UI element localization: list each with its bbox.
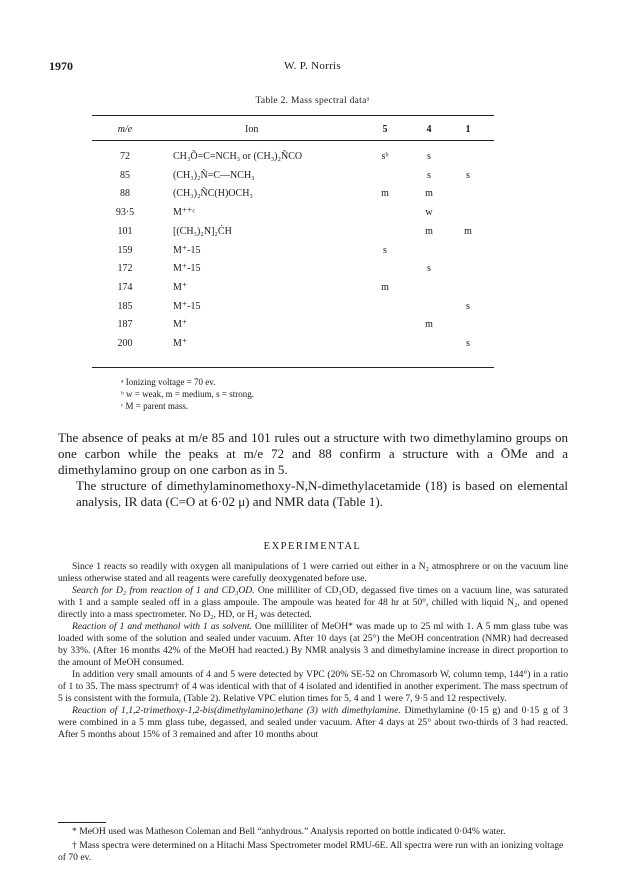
- table-cell-ion: [(CH₃)₂N]₂ĊH: [173, 226, 232, 237]
- paragraph-text: One milliliter of CD₃OD, degassed five times on a vacuum line, was saturated with 1 and a sample sealed off in a glass ampoule. The ampoule was heated for 48 hr at 50°, chilled with liquid N₂, and opened directly into a mass spectrometer. No D₂, HD, or H₂ was detected.: [58, 585, 568, 620]
- column-header-1: 1: [465, 124, 471, 135]
- body-text: [58, 430, 568, 510]
- page-number: 1970: [49, 59, 73, 73]
- table-note: ᶜ M = parent mass.: [121, 401, 189, 411]
- table-cell-ion: M⁺⁺ᶜ: [173, 207, 196, 218]
- table-cell-mz: 174: [117, 282, 133, 293]
- paragraph-lead: Search for D₂ from reaction of 1 and CD₃OD.: [72, 585, 255, 596]
- table-cell-4: w: [425, 207, 433, 218]
- paragraph-text: Dimethylamine (0·15 g) and 0·15 g of 3 were combined in a 5 mm glass tube, degassed, and sealed under vacuum. After 4 days at 25° about two-thirds of 3 had reacted. After 5 months about 15% of 3 remained and after 10 months about: [58, 705, 568, 740]
- table-cell-mz: 159: [117, 245, 133, 256]
- column-header-5: 5: [382, 124, 388, 135]
- table-cell-mz: 85: [120, 170, 130, 181]
- table-note: ᵇ w = weak, m = medium, s = strong.: [121, 389, 255, 399]
- table-cell-ion: M⁺-15: [173, 301, 201, 312]
- table-cell-mz: 72: [120, 151, 130, 162]
- footnote-rule: [58, 822, 106, 823]
- table-cell-mz: 185: [117, 301, 133, 312]
- table-cell-ion: CH₃Õ=C=NCH₃ or (CH₃)₂ÑCO: [173, 151, 303, 162]
- experimental-text: [58, 561, 568, 741]
- table-cell-4: s: [427, 151, 431, 162]
- column-header-mz: m/e: [117, 124, 133, 135]
- table-cell-4: s: [427, 170, 431, 181]
- table-cell-4: m: [425, 226, 433, 237]
- table-cell-mz: 172: [117, 263, 133, 274]
- table-cell-ion: M⁺: [173, 338, 188, 349]
- table-cell-5: m: [381, 282, 389, 293]
- table-cell-ion: M⁺: [173, 282, 188, 293]
- experimental-paragraph: [58, 621, 568, 669]
- table-cell-ion: M⁺: [173, 319, 188, 330]
- table-cell-4: s: [427, 263, 431, 274]
- table-caption: Table 2. Mass spectral dataᵃ: [255, 96, 370, 106]
- table-cell-1: s: [466, 338, 470, 349]
- table-cell-mz: 88: [120, 188, 130, 199]
- table-cell-1: m: [464, 226, 472, 237]
- table-header-rule: [92, 140, 494, 141]
- table-cell-mz: 93·5: [115, 207, 135, 218]
- body-paragraph: The structure of dimethylaminomethoxy-N,N-dimethylacetamide (18) is based on elemental analysis, IR data (C=O at 6·02 μ) and NMR data (Table 1).: [76, 478, 568, 509]
- table-note: ᵃ Ionizing voltage = 70 ev.: [121, 377, 216, 387]
- table-cell-1: s: [466, 170, 470, 181]
- table-cell-4: m: [425, 188, 433, 199]
- footnotes: [58, 826, 568, 866]
- table-cell-ion: (CH₃)₂Ñ=C—NCH₃: [173, 170, 255, 181]
- table-cell-mz: 187: [117, 319, 133, 330]
- experimental-paragraph: [58, 705, 568, 741]
- table-cell-4: m: [425, 319, 433, 330]
- table-cell-5: s: [383, 245, 387, 256]
- table-cell-ion: M⁺-15: [173, 245, 201, 256]
- column-header-4: 4: [426, 124, 432, 135]
- table-cell-5: m: [381, 188, 389, 199]
- experimental-paragraph: [58, 585, 568, 621]
- experimental-paragraph: In addition very small amounts of 4 and 5 were detected by VPC (20% SE-52 on Chromasorb W, column temp, 144°) in a ratio of 1 to 35. The mass spectrum† of 4 was identical with that of 4 isolated and identified in another experiment. The mass spectrum of 5 is consistent with the formula, (Table 2). Relative VPC elution times for 5, 4 and 1 were 7, 9·5 and 12 respectively.: [58, 669, 568, 704]
- section-heading: EXPERIMENTAL: [263, 541, 362, 552]
- table-bottom-rule: [92, 367, 494, 368]
- footnote: * MeOH used was Matheson Coleman and Bell “anhydrous.” Analysis reported on bottle indicated 0·04% water.: [72, 826, 506, 837]
- table-cell-1: s: [466, 301, 470, 312]
- table-cell-mz: 200: [117, 338, 133, 349]
- paragraph-lead: Reaction of 1 and methanol with 1 as solvent.: [72, 621, 252, 632]
- column-header-ion: Ion: [245, 124, 259, 135]
- footnote: † Mass spectra were determined on a Hitachi Mass Spectrometer model RMU-6E. All spectra were run with an ionizing voltage of 70 ev.: [58, 840, 564, 863]
- experimental-paragraph: Since 1 reacts so readily with oxygen all manipulations of 1 were carried out either in a N₂ atmosphrere or on the vacuum line unless otherwise stated and all reagents were carefully deoxygenated before use.: [58, 561, 568, 584]
- table-cell-5: sᵇ: [381, 151, 389, 162]
- paragraph-lead: Reaction of 1,1,2-trimethoxy-1,2-bis(dimethylamino)ethane (3) with dimethylamine.: [72, 705, 401, 716]
- table-cell-ion: (CH₃)₂ÑC(H)OCH₃: [173, 188, 253, 199]
- running-head-author: W. P. Norris: [284, 60, 341, 72]
- table-cell-ion: M⁺-15: [173, 263, 201, 274]
- table-cell-mz: 101: [117, 226, 133, 237]
- table-top-rule: [92, 115, 494, 116]
- body-paragraph: The absence of peaks at m/e 85 and 101 rules out a structure with two dimethylamino groups on one carbon while the peaks at m/e 72 and 88 confirm a structure with a ŌMe and a dimethylamino group on one carbon as in 5.: [58, 430, 568, 477]
- paragraph-text: One milliliter of MeOH* was made up to 25 ml with 1. A 5 mm glass tube was loaded with some of the solution and sealed under vacuum. After 10 days (at 25°) the MeOH concentration (NMR) had decreased by 33%. (After 16 months 42% of the MeOH had reacted.) By NMR analysis 3 and dimethylamine increase in direct proportion to the amount of MeOH consumed.: [58, 621, 568, 668]
